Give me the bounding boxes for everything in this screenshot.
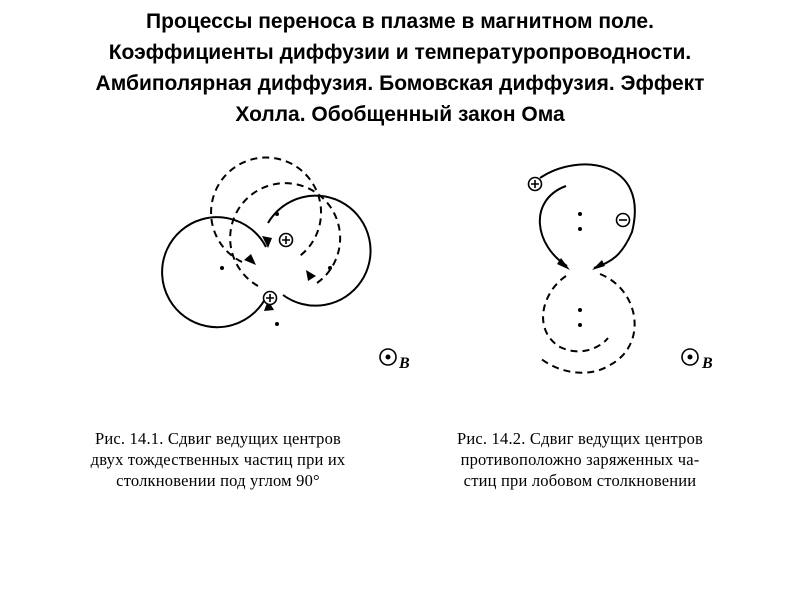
guiding-center-dot [220, 266, 224, 270]
arrow-icon [244, 254, 256, 265]
arrow-icon [557, 258, 570, 270]
positive-charge-icon [264, 292, 277, 305]
title-line-3: Амбиполярная диффузия. Бомовская диффузия. Эффект [95, 72, 705, 95]
guiding-center-dot [275, 212, 279, 216]
trajectory-solid [540, 164, 635, 268]
title-line-2: Коэффициенты диффузии и температуропроводности. [108, 41, 692, 64]
guiding-center-dot [578, 227, 582, 231]
arrow-icon [306, 270, 316, 281]
caption-line: двух тождественных частиц при их [90, 450, 346, 469]
caption-line: столкновении под углом 90° [116, 471, 320, 490]
field-direction-icon [682, 349, 698, 365]
field-direction-icon [380, 349, 396, 365]
figure-caption-14-2 [418, 428, 742, 491]
guiding-center-dot [578, 308, 582, 312]
caption-line: Рис. 14.1. Сдвиг ведущих центров [94, 429, 342, 448]
orbit-right-solid [268, 196, 371, 306]
positive-charge-icon [280, 234, 293, 247]
figure-caption-14-1 [58, 428, 378, 491]
figure-14-1 [0, 0, 410, 420]
field-label: B [702, 355, 713, 372]
positive-charge-icon [529, 178, 542, 191]
title-line-1: Процессы переноса в плазме в магнитном поле. [146, 10, 654, 33]
guiding-center-dot [275, 322, 279, 326]
caption-line: Рис. 14.2. Сдвиг ведущих центров [456, 429, 704, 448]
guiding-center-dot [578, 323, 582, 327]
negative-charge-icon [617, 214, 630, 227]
arrow-icon [592, 260, 605, 270]
field-label: B [399, 355, 410, 372]
trajectory-solid [540, 186, 567, 266]
trajectory-dashed [540, 274, 635, 373]
trajectory-dashed [543, 276, 608, 351]
guiding-center-dot [578, 212, 582, 216]
guiding-center-dot [328, 266, 332, 270]
caption-line: противоположно заряженных ча- [460, 450, 700, 469]
title-line-4: Холла. Обобщенный закон Ома [235, 103, 565, 126]
caption-line: стиц при лобовом столкновении [463, 471, 697, 490]
